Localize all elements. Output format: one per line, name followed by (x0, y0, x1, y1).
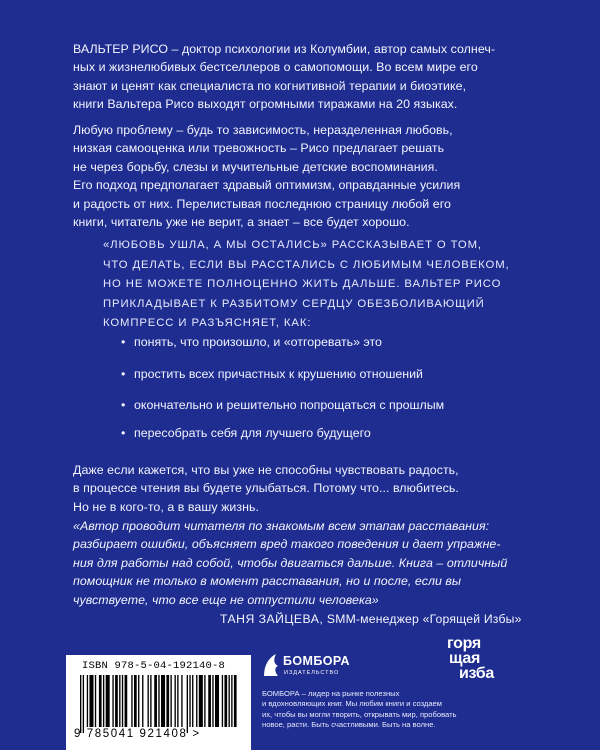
bombora-wave-icon (262, 652, 280, 678)
barcode-bar (134, 675, 137, 727)
approach-line: книги, читатель уже не верит, а знает – все будет хорошо. (73, 215, 410, 230)
barcode-bar (166, 675, 169, 727)
barcode-bar (119, 675, 120, 727)
barcode-bar (177, 675, 178, 727)
barcode-bar (234, 675, 237, 727)
barcode-bar (150, 675, 151, 727)
book-summary-line: ЧТО ДЕЛАТЬ, ЕСЛИ ВЫ РАССТАЛИСЬ С ЛЮБИМЫМ ЧЕЛОВЕКОМ, (103, 258, 510, 271)
reviewer-role: SMM-менеджер «Горящей Избы» (326, 612, 522, 626)
publisher-description-line: и вдохновляющих книг. Мы любим книги и создаем (262, 699, 443, 709)
barcode-bar (148, 675, 149, 727)
book-summary (103, 236, 523, 334)
book-summary-line: ПРИКЛАДЫВАЕТ К РАЗБИТОМУ СЕРДЦУ ОБЕЗБОЛИВАЮЩИЙ (103, 297, 485, 310)
bullet-text: пересобрать себя для лучшего будущего (134, 426, 371, 440)
book-summary-line: КОМПРЕСС И РАЗЪЯСНЯЕТ, КАК: (103, 317, 312, 329)
review-quote-line: разбирает ошибки, объясняет вред такого поведения и дает упражне- (73, 537, 501, 552)
barcode-bar (181, 675, 182, 727)
book-summary-line: НО НЕ МОЖЕТЕ ПОЛНОЦЕННО ЖИТЬ ДАЛЬШЕ. ВАЛЬТЕР РИСО (103, 278, 502, 290)
barcode-bar (189, 675, 190, 727)
closing-line: Но не в кого-то, а в вашу жизнь. (73, 499, 260, 514)
review-quote-line: помощник не только в момент расставания, но и после, если вы (73, 574, 462, 589)
approach-line: Любую проблему – будь то зависимость, неразделенная любовь, (73, 123, 453, 137)
bullet-marker: • (121, 367, 126, 381)
approach-line: не через борьбу, слезы и мучительные детские воспоминания. (73, 159, 438, 174)
bullet-item (121, 425, 371, 441)
author-bio-line: ВАЛЬТЕР РИСО – доктор психологии из Колумбии, автор самых солнеч- (73, 42, 496, 56)
barcode-bar (80, 675, 81, 733)
barcode-bar (115, 675, 118, 727)
bullet-item (121, 366, 423, 382)
quote-attribution (220, 612, 522, 626)
publisher-description-line: БОМБОРА – лидер на рынке полезных (262, 689, 400, 698)
review-quote-line: ния для работы над собой, чтобы двигаться дальше. Книга – отличный (73, 555, 508, 570)
barcode-bar (199, 675, 203, 727)
imprint-logo-line: горя (447, 635, 481, 652)
barcode-bars (80, 675, 238, 733)
closing-line: Даже если кажется, что вы уже не способны чувствовать радость, (73, 463, 459, 477)
author-bio-line: знают и ценят как специалиста по когнитивной терапии и биоэтике, (73, 78, 467, 93)
barcode-bar (89, 675, 93, 727)
barcode-bar (229, 675, 230, 727)
barcode-bar (196, 675, 197, 727)
imprint-logo-line: щая (449, 650, 481, 667)
barcode-bar (224, 675, 227, 727)
publisher-subtitle: ИЗДАТЕЛЬСТВО (284, 670, 340, 676)
bullet-item (121, 334, 382, 350)
barcode-bar (175, 675, 176, 727)
imprint-logo (447, 636, 527, 681)
barcode-bar (131, 675, 132, 727)
author-bio-line: ных и жизнелюбивых бестселлеров о самопомощи. Во всем мире его (73, 60, 478, 75)
barcode-bar (204, 675, 205, 727)
bullet-marker: • (121, 398, 126, 412)
barcode-bar (142, 675, 143, 727)
barcode-bar (187, 675, 188, 733)
review-quote-line: «Автор проводит читателя по знакомым всем этапам расставания: (73, 519, 490, 533)
barcode-bar (95, 675, 96, 727)
closing-line: в процессе чтения вы будете улыбаться. Потому что... влюбитесь. (73, 481, 459, 496)
publisher-description-line: новое, расти. Быть счастливыми. Быть на волне. (262, 719, 436, 729)
book-summary-line: «ЛЮБОВЬ УШЛА, А МЫ ОСТАЛИСЬ» РАССКАЗЫВАЕТ О ТОМ, (103, 239, 482, 251)
approach-line: низкая самооценка или тревожность – Рисо предлагает решать (73, 141, 445, 156)
author-bio (73, 40, 528, 114)
publisher-description-line: их, чтобы вы могли творить, открывать мир, пробовать (262, 709, 457, 719)
barcode-bar (87, 675, 88, 727)
barcode (66, 655, 251, 750)
imprint-logo-line: изба (459, 665, 494, 682)
barcode-bar (158, 675, 159, 727)
barcode-bar (99, 675, 102, 727)
bullet-item (121, 397, 445, 413)
closing-paragraph (73, 461, 528, 516)
publisher-description (262, 689, 522, 730)
barcode-bar (112, 675, 113, 727)
barcode-bar (106, 675, 110, 727)
bullet-text: окончательно и решительно попрощаться с прошлым (134, 398, 445, 412)
bullet-text: простить всех причастных к крушению отношений (134, 367, 423, 381)
barcode-bar (103, 675, 104, 727)
barcode-bar (192, 675, 193, 727)
bullet-marker: • (121, 335, 126, 349)
barcode-bar (212, 675, 213, 727)
barcode-number: 9 785041 921408 > (74, 728, 201, 740)
review-quote-line: чувствуете, что все еще не отпустили человека» (73, 592, 379, 607)
bullet-marker: • (121, 426, 126, 440)
approach-line: Его подход предполагает здравый оптимизм, оправданные усилия (73, 178, 461, 193)
barcode-bar (208, 675, 211, 727)
review-quote (73, 517, 528, 609)
approach-paragraph (73, 121, 528, 231)
barcode-bar (170, 675, 171, 727)
approach-line: и радость от них. Перелистывая последнюю страницу любой его (73, 196, 451, 211)
barcode-bar (154, 675, 157, 727)
barcode-bar (161, 675, 165, 727)
barcode-bar (231, 675, 232, 727)
isbn-label: ISBN 978-5-04-192140-8 (82, 660, 226, 672)
author-bio-line: книги Вальтера Рисо выходят огромными тиражами на 20 языках. (73, 97, 458, 112)
publisher-name: БОМБОРА (283, 654, 350, 668)
reviewer-name: ТАНЯ ЗАЙЦЕВА, (220, 612, 324, 626)
barcode-bar (122, 675, 123, 727)
bullet-text: понять, что произошло, и «отгоревать» это (134, 335, 382, 349)
barcode-bar (138, 675, 139, 727)
barcode-bar (83, 675, 84, 733)
barcode-bar (125, 675, 128, 727)
barcode-bar (222, 675, 223, 727)
barcode-bar (215, 675, 219, 727)
